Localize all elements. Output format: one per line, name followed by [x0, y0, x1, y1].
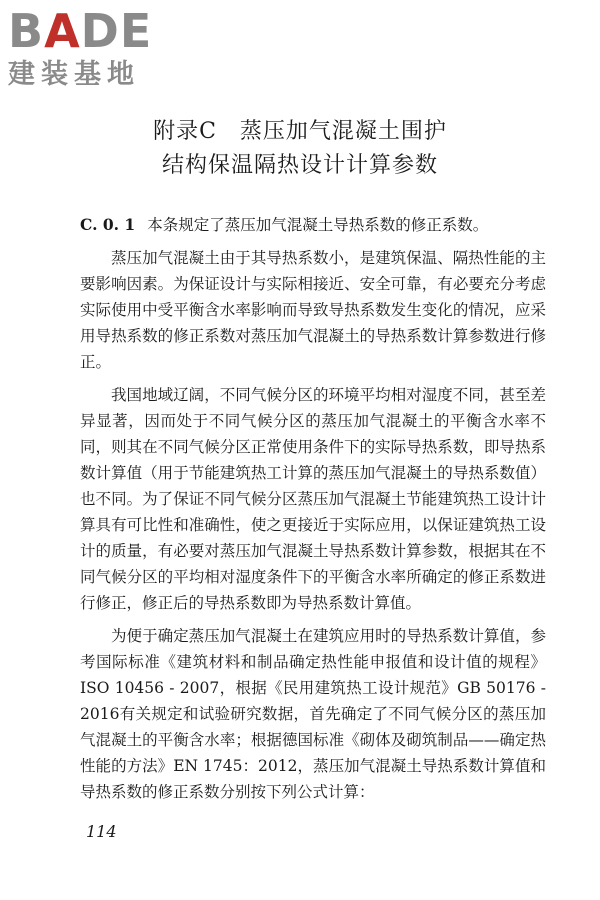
- paragraph-2: 我国地域辽阔，不同气候分区的环境平均相对湿度不同，甚至差异显著，因而处于不同气候分区的蒸压加气混凝土的平衡含水率不同，则其在不同气候分区正常使用条件下的实际导热系数，即导热系数计算值（用于节能建筑热工计算的蒸压加气混凝土的导热系数值）也不同。为了保证不同气候分区蒸压加气混凝土节能建筑热工设计计算具有可比性和准确性，使之更接近于实际应用，以保证建筑热工设计的质量，有必要对蒸压加气混凝土导热系数计算参数，根据其在不同气候分区的平均相对湿度条件下的平衡含水率所确定的修正系数进行修正，修正后的导热系数即为导热系数计算值。: [80, 386, 546, 612]
- appendix-title-line-1: 附录C 蒸压加气混凝土围护: [153, 119, 447, 144]
- paragraph-3: 为便于确定蒸压加气混凝土在建筑应用时的导热系数计算值，参考国际标准《建筑材料和制品确定热性能申报值和设计值的规程》ISO 10456 - 2007，根据《民用建筑热工设计规范》GB 50176 - 2016有关规定和试验研究数据，首先确定了不同气候分区的蒸压加气混凝土的平衡含水率；根据德国标准《砌体及砌筑制品——确定热性能的方法》EN 1745：2012，蒸压加气混凝土导热系数计算值和导热系数的修正系数分别按下列公式计算：: [80, 627, 546, 801]
- paragraph-1: 蒸压加气混凝土由于其导热系数小，是建筑保温、隔热性能的主要影响因素。为保证设计与实际相接近、安全可靠，有必要充分考虑实际使用中受平衡含水率影响而导致导热系数发生变化的情况，应采用导热系数的修正系数对蒸压加气混凝土的导热系数计算参数进行修正。: [80, 249, 546, 371]
- appendix-title-line-2: 结构保温隔热设计计算参数: [161, 153, 438, 178]
- body-text: [80, 212, 546, 805]
- logo-subtitle: 建装基地: [8, 59, 140, 90]
- watermark-logo: [8, 4, 178, 98]
- clause-number: C. 0. 1: [80, 215, 136, 234]
- page-number: 114: [86, 822, 117, 841]
- logo-wordmark: BADE: [8, 4, 153, 58]
- logo-accent-letter: A: [44, 4, 81, 58]
- clause-text: 本条规定了蒸压加气混凝土导热系数的修正系数。: [147, 216, 489, 234]
- clause-paragraph: [80, 212, 546, 238]
